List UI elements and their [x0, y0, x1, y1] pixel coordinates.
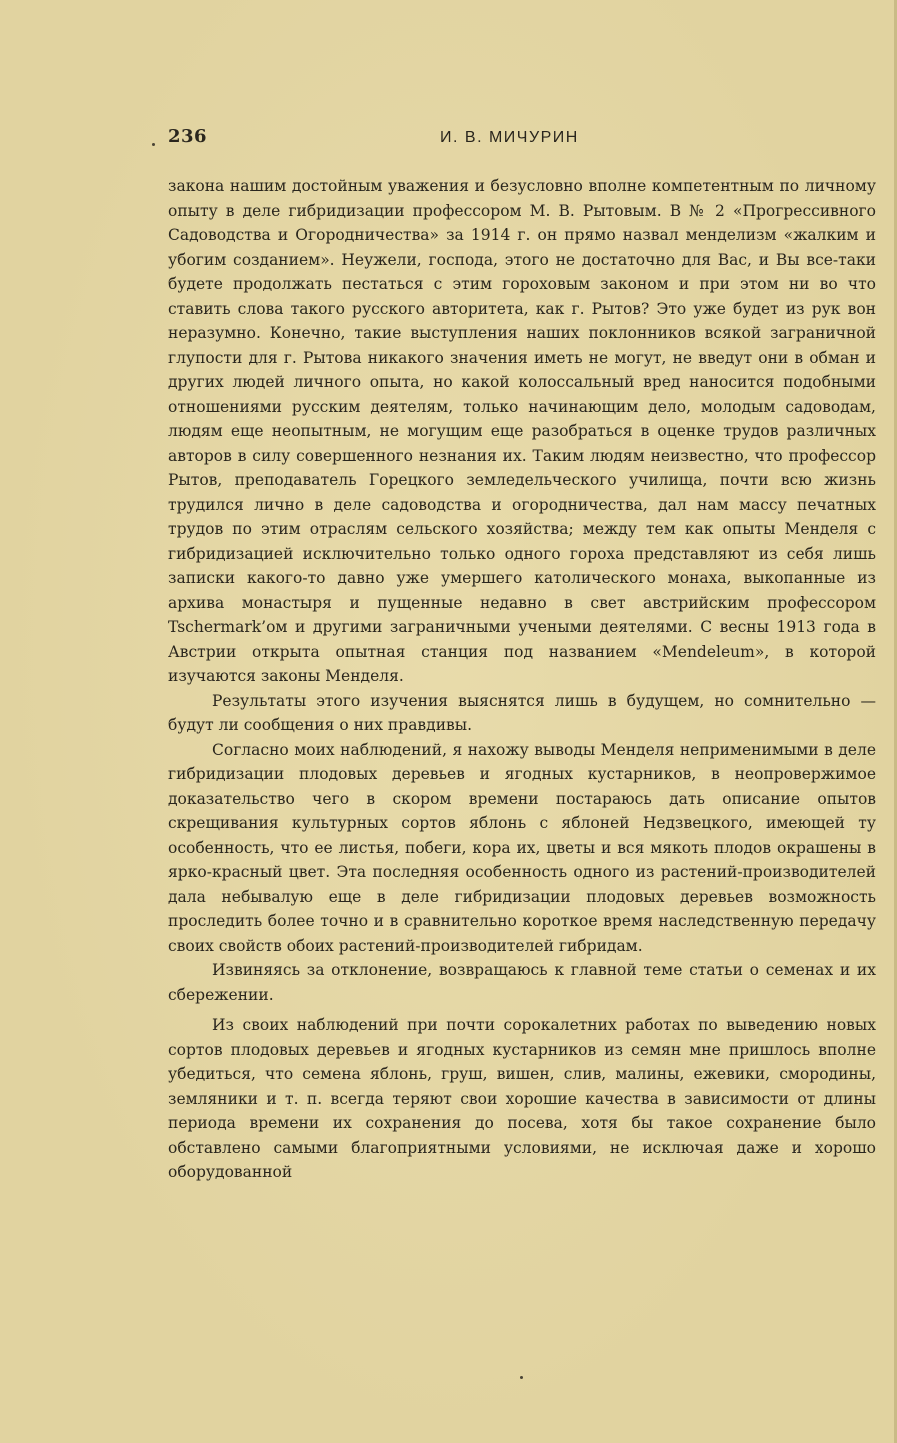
- paragraph: Согласно моих наблюдений, я нахожу выводы Менделя неприменимыми в деле гибридизации плодовых деревьев и ягодных кустарников, в неопровержимое доказательство чего в скором времени постараюсь дать описание опытов скрещивания культурных сортов яблонь с яблоней Недзвецкого, имеющей ту особенность, что ее листья, побеги, кора их, цветы и вся мякоть плодов окрашены в ярко-красный цвет. Эта последняя особенность одного из растений-производителей дала небывалую еще в деле гибридизации плодовых деревьев возможность проследить более точно и в сравнительно короткое время наследственную передачу своих свойств обоих растений-производителей гибридам.: [168, 740, 876, 955]
- page-header: [168, 126, 876, 156]
- print-speck: [152, 143, 155, 146]
- paragraph: Извиняясь за отклонение, возвращаюсь к главной теме статьи о семенах и их сбережении.: [168, 961, 876, 1004]
- page-number: 236: [168, 126, 208, 147]
- paragraph: Из своих наблюдений при почти сорокалетних работах по выведению новых сортов плодовых деревьев и ягодных кустарников из семян мне пришлось вполне убедиться, что семена яблонь, груш, вишен, слив, малины, ежевики, смородины, земляники и т. п. всегда теряют свои хорошие качества в зависимости от длины периода времени их сохранения до посева, хотя бы такое сохранение было обставлено самыми благоприятными условиями, не исключая даже и хорошо оборудованной: [168, 1016, 876, 1181]
- body-text: [168, 174, 876, 1185]
- running-head: И. В. МИЧУРИН: [440, 129, 579, 146]
- paragraph: Результаты этого изучения выяснятся лишь в будущем, но сомнительно — будут ли сообщения о них правдивы.: [168, 691, 876, 734]
- paragraph: закона нашим достойным уважения и безусловно вполне компетентным по личному опыту в деле гибридизации профессором М. В. Рытовым. В № 2 «Прогрессивного Садоводства и Огородничества» за 1914 г. он прямо назвал менделизм «жалким и убогим созданием». Неужели, господа, этого не достаточно для Вас, и Вы все-таки будете продолжать пестаться с этим гороховым законом и при этом ни во что ставить слова такого русского авторитета, как г. Рытов? Это уже будет из рук вон неразумно. Конечно, такие выступления наших поклонников всякой заграничной глупости для г. Рытова никакого значения иметь не могут, не введут они в обман и других людей личного опыта, но какой колоссальный вред наносится подобными отношениями русским деятелям, только начинающим дело, молодым садоводам, людям еще неопытным, не могущим еще разобраться в оценке трудов различных авторов в силу совершенного незнания их. Таким людям неизвестно, что профессор Рытов, преподаватель Горецкого земледельческого училища, почти всю жизнь трудился лично в деле садоводства и огородничества, дал нам массу печатных трудов по этим отраслям сельского хозяйства; между тем как опыты Менделя с гибридизацией исключительно только одного гороха представляют из себя лишь записки какого-то давно уже умершего католического монаха, выкопанные из архива монастыря и пущенные недавно в свет австрийским профессором Tschermark’ом и другими заграничными учеными деятелями. С весны 1913 года в Австрии открыта опытная станция под названием «Mendeleum», в которой изучаются законы Менделя.: [168, 177, 876, 685]
- print-speck: [520, 1376, 523, 1379]
